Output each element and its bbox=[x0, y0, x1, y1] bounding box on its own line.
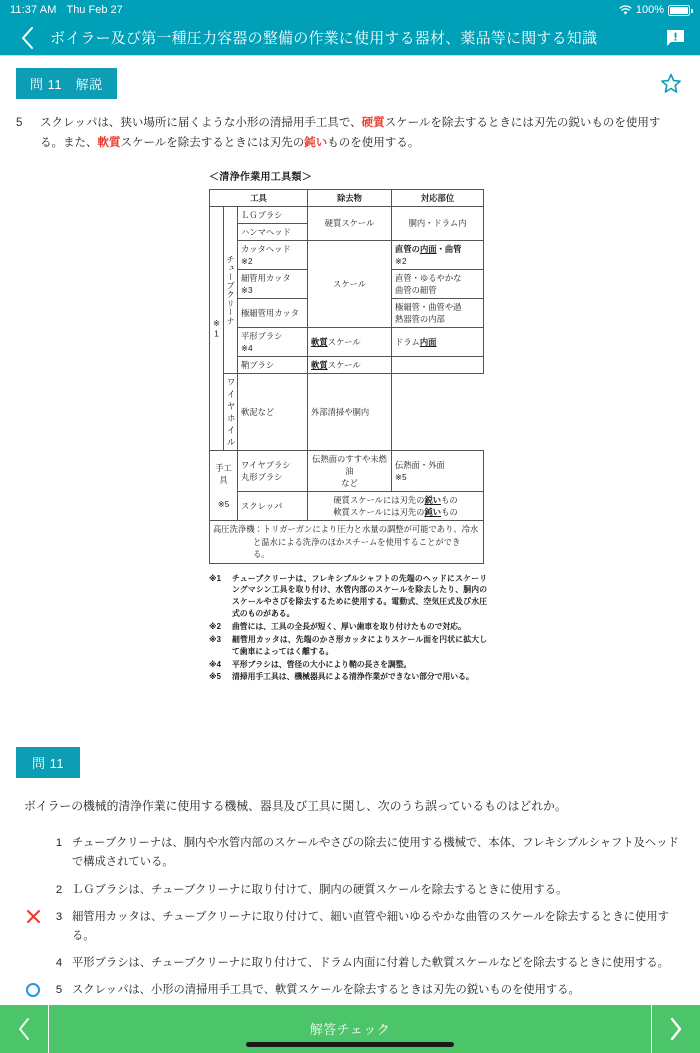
part-ultrathin bbox=[392, 299, 484, 328]
report-button[interactable] bbox=[664, 27, 686, 49]
status-bar bbox=[0, 0, 700, 20]
tool-lg-brush: ＬＧブラシ bbox=[238, 206, 308, 223]
part-line1: 直管・ゆるやかな bbox=[395, 273, 462, 284]
status-date: Thu Feb 27 bbox=[66, 4, 123, 16]
part-line2: ※5 bbox=[395, 472, 407, 483]
col-header-removed: 除去物 bbox=[308, 189, 392, 206]
explanation-header bbox=[0, 56, 700, 99]
part-line2: 曲管の細管 bbox=[395, 285, 437, 296]
scraper-line2-pre: 軟質スケールには刃先の bbox=[333, 507, 425, 518]
tool-cutter-head-label: カッタヘッド bbox=[241, 243, 291, 254]
removed-sludge: 軟泥など bbox=[238, 374, 308, 451]
explanation-highlight-3: 鈍い bbox=[304, 137, 328, 150]
choice-number-2: 2 bbox=[55, 883, 63, 896]
question-chip: 問 11 bbox=[16, 747, 80, 778]
tool-wire-round-brush bbox=[238, 451, 308, 492]
content-scroll-area[interactable] bbox=[0, 56, 700, 1005]
footnote-mark: ※3 bbox=[209, 634, 221, 644]
wifi-icon bbox=[619, 5, 632, 16]
status-bar-right bbox=[619, 4, 690, 16]
table-row bbox=[210, 451, 484, 492]
part-line1: 極細管・曲管や過 bbox=[395, 302, 462, 313]
choice-number-1: 1 bbox=[55, 837, 63, 850]
choice-item-4[interactable] bbox=[16, 950, 684, 977]
footnote-text: 清掃用手工具は、機械器具による清浄作業ができない部分で用いる。 bbox=[232, 672, 474, 682]
explanation-item-number: 5 bbox=[16, 117, 23, 129]
tool-flat-brush-label: 平形ブラシ bbox=[241, 331, 283, 342]
explanation-chip: 問 11 解説 bbox=[16, 68, 117, 99]
choice-text-4: 平形ブラシは、チューブクリーナに取り付けて、ドラム内面に付着した軟質スケールなどを除去するときに使用する。 bbox=[72, 957, 669, 970]
table-row bbox=[210, 240, 484, 269]
bottom-note-line3: る。 bbox=[253, 549, 270, 560]
status-bar-left bbox=[10, 4, 123, 16]
part-pre: 直管の bbox=[395, 243, 420, 254]
part-pre: ドラム bbox=[395, 337, 420, 348]
tool-flat-brush bbox=[238, 328, 308, 357]
choice-text-2: ＬＧブラシは、チューブクリーナに取り付けて、胴内の硬質スケールを除去するときに使用する。 bbox=[72, 883, 568, 896]
explanation-paragraph bbox=[0, 99, 700, 154]
choice-item-5[interactable] bbox=[16, 977, 684, 1004]
explanation-text-3: スケールを除去するときには刃先の bbox=[120, 137, 305, 150]
table-row bbox=[210, 357, 484, 374]
part-note: ※2 bbox=[395, 256, 407, 266]
table-header-row bbox=[210, 189, 484, 206]
group-label-handtool bbox=[210, 451, 238, 521]
part-line1: 伝熱面・外面 bbox=[395, 460, 445, 471]
footnote-mark: ※2 bbox=[209, 621, 221, 631]
tool-cutter-head bbox=[238, 240, 308, 269]
col-header-tool: 工具 bbox=[210, 189, 308, 206]
tool-thin-tube-cutter-note: ※3 bbox=[241, 285, 253, 296]
footnote-text: チューブクリーナは、フレキシブルシャフトの先端のヘッドにスケーリングマシン工具を取り付け、水管内部のスケールを除去したり、胴内のスケールやさびを除去するために使用する。電動式、空気圧式及び水圧式のものがある。 bbox=[232, 573, 487, 619]
choice-mark-3 bbox=[20, 908, 46, 926]
tool-sheath-brush: 鞘ブラシ bbox=[238, 357, 308, 374]
footnote-item bbox=[209, 621, 487, 633]
footnote-item bbox=[209, 671, 487, 683]
part-drum-inner bbox=[392, 328, 484, 357]
footnote-text: 平形ブラシは、管径の大小により鞘の長さを調整。 bbox=[232, 659, 412, 669]
part-post: ・曲管 bbox=[436, 243, 462, 254]
explanation-highlight-1: 硬質 bbox=[361, 117, 385, 129]
choice-mark-2 bbox=[20, 881, 46, 899]
chevron-left-icon bbox=[21, 27, 34, 49]
part-underline: 内面 bbox=[419, 337, 437, 348]
choice-number-5: 5 bbox=[55, 984, 63, 997]
choice-item-3[interactable] bbox=[16, 904, 684, 950]
tool-wire-wheel: ワイヤホイル bbox=[224, 374, 238, 451]
home-indicator bbox=[246, 1042, 454, 1047]
tool-thin-tube-cutter bbox=[238, 270, 308, 299]
removed-post: スケール bbox=[327, 337, 361, 348]
choice-mark-4 bbox=[20, 954, 46, 972]
explanation-body bbox=[40, 113, 678, 154]
chevron-left-icon bbox=[17, 1017, 31, 1041]
choice-text-1: チューブクリーナは、胴内や水管内部のスケールやさびの除去に使用する機械で、本体、フレキシブルシャフト及ヘッドで構成されている。 bbox=[72, 837, 679, 869]
choice-mark-5 bbox=[20, 981, 46, 999]
removed-underline: 軟質 bbox=[311, 337, 328, 348]
battery-full-icon bbox=[668, 5, 690, 16]
footnote-item bbox=[209, 634, 487, 658]
removed-soft-scale bbox=[308, 328, 392, 357]
cross-icon bbox=[26, 909, 41, 924]
battery-percent: 100% bbox=[635, 4, 664, 16]
choice-item-1[interactable] bbox=[16, 830, 684, 876]
part-line2: 熱器管の内部 bbox=[395, 314, 445, 325]
scraper-line1-underline: 鋭い bbox=[424, 495, 442, 506]
answer-check-button[interactable]: 解答チェック bbox=[48, 1005, 652, 1053]
bottom-note-line2: と温水による洗浄のほかスチームを使用することができ bbox=[253, 536, 461, 547]
choice-list bbox=[16, 830, 684, 1004]
removed-soft-scale-2 bbox=[308, 357, 392, 374]
tool-line2: 丸形ブラシ bbox=[241, 472, 283, 483]
choice-number-4: 4 bbox=[55, 957, 63, 970]
part-heating-surface bbox=[392, 451, 484, 492]
favorite-star-button[interactable] bbox=[658, 70, 684, 96]
high-pressure-washer-note bbox=[210, 521, 484, 563]
tool-scraper: スクレッパ bbox=[238, 492, 308, 521]
next-question-button[interactable] bbox=[652, 1005, 700, 1053]
choice-text-3: 細管用カッタは、チューブクリーナに取り付けて、細い直管や細いゆるやかな曲管のスケールを除去するときに使用する。 bbox=[72, 910, 669, 943]
tools-table bbox=[209, 189, 484, 564]
status-time: 11:37 AM bbox=[10, 4, 57, 16]
col-header-part: 対応部位 bbox=[392, 189, 484, 206]
footnote-item bbox=[209, 573, 487, 620]
circle-icon bbox=[26, 983, 40, 997]
tool-hammer-head: ハンマヘッド bbox=[238, 223, 308, 240]
part-straight-inner bbox=[392, 240, 484, 269]
group-label-note: ※1 bbox=[210, 206, 224, 450]
removed-line2: など bbox=[341, 478, 358, 489]
part-underline: 内面 bbox=[419, 243, 437, 254]
removed-underline: 軟質 bbox=[311, 360, 328, 371]
tool-cutter-head-note: ※2 bbox=[241, 256, 253, 266]
figure-title: ＜清浄作業用工具類＞ bbox=[209, 171, 312, 183]
tool-ultrathin-cutter: 極細管用カッタ bbox=[238, 299, 308, 328]
scraper-line1-post: もの bbox=[441, 495, 458, 506]
back-button[interactable] bbox=[14, 25, 40, 51]
star-outline-icon bbox=[660, 73, 682, 94]
part-drum-inside: 胴内・ドラム内 bbox=[392, 206, 484, 240]
removed-hard-scale: 硬質スケール bbox=[308, 206, 392, 240]
table-row bbox=[210, 521, 484, 563]
table-row bbox=[210, 328, 484, 357]
scraper-line2-underline: 鈍い bbox=[424, 507, 442, 518]
scraper-line2-post: もの bbox=[441, 507, 458, 518]
scraper-line1-pre: 硬質スケールには刃先の bbox=[333, 495, 425, 506]
explanation-text-2: スケールを除去するときには刃先の鋭いものを使用する。また、 bbox=[40, 117, 661, 150]
tool-flat-brush-note: ※4 bbox=[241, 343, 253, 354]
explanation-highlight-2: 軟質 bbox=[97, 137, 121, 150]
part-straight-gentle bbox=[392, 270, 484, 299]
scraper-description bbox=[308, 492, 484, 521]
group-handtool-note: ※5 bbox=[217, 498, 230, 509]
page-title: ボイラー及び第一種圧力容器の整備の作業に使用する器材、薬品等に関する知識 bbox=[50, 30, 598, 47]
chevron-right-icon bbox=[669, 1017, 683, 1041]
report-bubble-icon bbox=[666, 29, 685, 47]
previous-question-button[interactable] bbox=[0, 1005, 48, 1053]
footnote-mark: ※1 bbox=[209, 573, 221, 583]
removed-scale: スケール bbox=[308, 240, 392, 327]
removed-line1: 伝熱面のすすや未燃油 bbox=[312, 454, 387, 477]
footnote-text: 曲管には、工具の全長が短く、厚い歯車を取り付けたもので対応。 bbox=[232, 621, 466, 631]
explanation-text-4: ものを使用する。 bbox=[327, 137, 420, 150]
table-row bbox=[210, 492, 484, 521]
tool-thin-tube-cutter-label: 細管用カッタ bbox=[241, 273, 291, 284]
figure-footnotes bbox=[209, 573, 487, 684]
bottom-note-line1: 高圧洗浄機：トリガーガンにより圧力と水量の調整が可能であり、冷水 bbox=[213, 524, 479, 535]
group-handtool-label: 手工具 bbox=[215, 462, 232, 485]
group-label-tubecleaner: チューブクリーナ bbox=[224, 206, 238, 373]
explanation-text-1: スクレッパは、狭い場所に届くような小形の清掃用手工具で、 bbox=[40, 117, 362, 129]
choice-item-2[interactable] bbox=[16, 877, 684, 904]
footnote-text: 細管用カッタは、先端のかさ形カッタによりスケール面を円状に拡大して歯車によってはく離する。 bbox=[232, 634, 487, 656]
footnote-mark: ※4 bbox=[209, 659, 221, 669]
question-section bbox=[0, 747, 700, 1004]
removed-post: スケール bbox=[327, 360, 361, 371]
part-external: 外部清掃や胴内 bbox=[308, 374, 392, 451]
choice-number-3: 3 bbox=[55, 910, 63, 923]
question-stem: ボイラーの機械的清浄作業に使用する機械、器具及び工具に関し、次のうち誤っているものはどれか。 bbox=[24, 799, 567, 814]
footnote-item bbox=[209, 659, 487, 671]
tool-line1: ワイヤブラシ bbox=[241, 460, 291, 471]
tools-figure bbox=[205, 168, 495, 683]
removed-soot bbox=[308, 451, 392, 492]
part-empty bbox=[392, 357, 484, 374]
choice-text-5: スクレッパは、小形の清掃用手工具で、軟質スケールを除去するときは刃先の鋭いものを使用する。 bbox=[72, 984, 580, 997]
choice-mark-1 bbox=[20, 834, 46, 852]
table-row bbox=[210, 206, 484, 223]
nav-bar bbox=[0, 20, 700, 56]
bottom-bar bbox=[0, 1005, 700, 1053]
footnote-mark: ※5 bbox=[209, 672, 221, 682]
table-row bbox=[210, 374, 484, 451]
